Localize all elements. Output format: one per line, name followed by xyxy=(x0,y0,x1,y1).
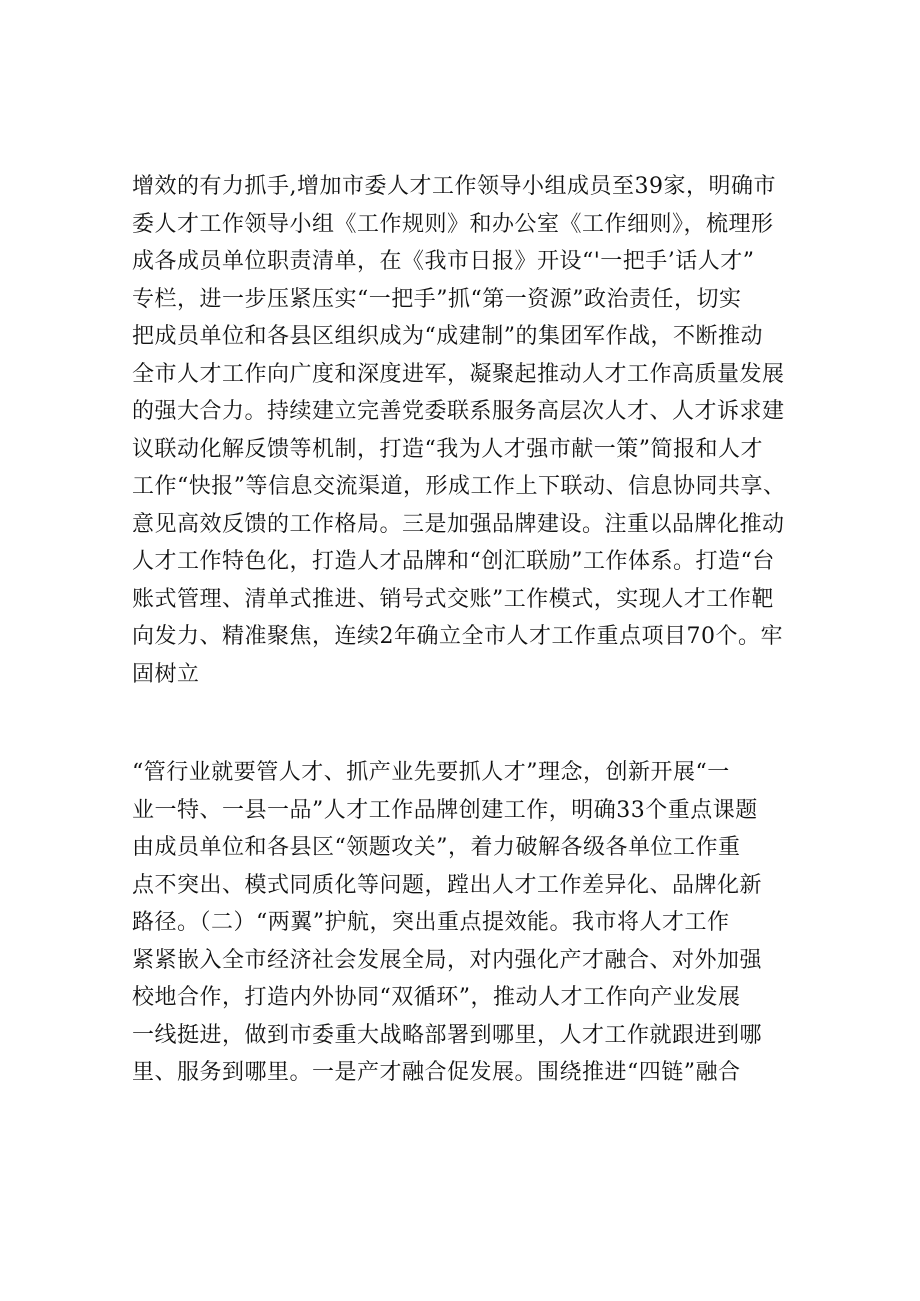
text-line: 固树立 xyxy=(132,661,200,687)
text-line: “管行业就要管人才、抓产业先要抓人才”理念，创新开展“一 xyxy=(132,760,730,785)
text-line: 委人才工作领导小组《工作规则》和办公室《工作细则》，梳理形 xyxy=(132,211,774,237)
text-line: 路径。（二）“两翼”护航，突出重点提效能。我市将人才工作 xyxy=(132,910,730,935)
text-line: 里、服务到哪里。一是产才融合促发展。围绕推进“四链”融合 xyxy=(132,1060,741,1085)
text-line: 工作“快报”等信息交流渠道，形成工作上下联动、信息协同共享、 xyxy=(132,474,786,499)
text-line: 全市人才工作向广度和深度进军，凝聚起推动人才工作高质量发展 xyxy=(132,361,785,387)
text-line: 增效的有力抓手,增加市委人才工作领导小组成员至39家，明确市 xyxy=(132,174,776,199)
text-line: 由成员单位和各县区“领题攻关”，着力破解各级各单位工作重 xyxy=(132,835,741,860)
text-line: 意见高效反馈的工作格局。三是加强品牌建设。注重以品牌化推动 xyxy=(132,511,785,537)
paragraph-2 xyxy=(132,754,792,1092)
text-line: 把成员单位和各县区组织成为“成建制”的集团军作战，不断推动 xyxy=(132,324,763,349)
paragraph-1 xyxy=(132,168,792,693)
text-line: 紧紧嵌入全市经济社会发展全局，对内强化产才融合、对外加强 xyxy=(132,947,763,973)
text-line: 一线挺进，做到市委重大战略部署到哪里，人才工作就跟进到哪 xyxy=(132,1022,763,1048)
text-line: 的强大合力。持续建立完善党委联系服务高层次人才、人才诉求建 xyxy=(132,399,785,424)
text-line: 人才工作特色化，打造人才品牌和“创汇联励”工作体系。打造“台 xyxy=(132,549,775,574)
text-line: 专栏，进一步压紧压实“一把手”抓“第一资源”政治责任，切实 xyxy=(132,286,742,312)
text-line: 向发力、精准聚焦，连续2年确立全市人才工作重点项目70个。牢 xyxy=(132,624,783,649)
text-line: 账式管理、清单式推进、销号式交账”工作模式，实现人才工作靶 xyxy=(132,586,774,612)
text-line: 议联动化解反馈等机制，打造“我为人才强市献一策”简报和人才 xyxy=(132,436,763,462)
text-line: 成各成员单位职责清单，在《我市日报》开设“'一把手’话人才” xyxy=(132,249,755,274)
text-line: 点不突出、模式同质化等问题，蹚出人才工作差异化、品牌化新 xyxy=(132,872,763,898)
text-line: 校地合作，打造内外协同“双循环”，推动人才工作向产业发展 xyxy=(132,985,741,1010)
text-line: 业一特、一县一品”人才工作品牌创建工作，明确33个重点课题 xyxy=(132,797,758,823)
